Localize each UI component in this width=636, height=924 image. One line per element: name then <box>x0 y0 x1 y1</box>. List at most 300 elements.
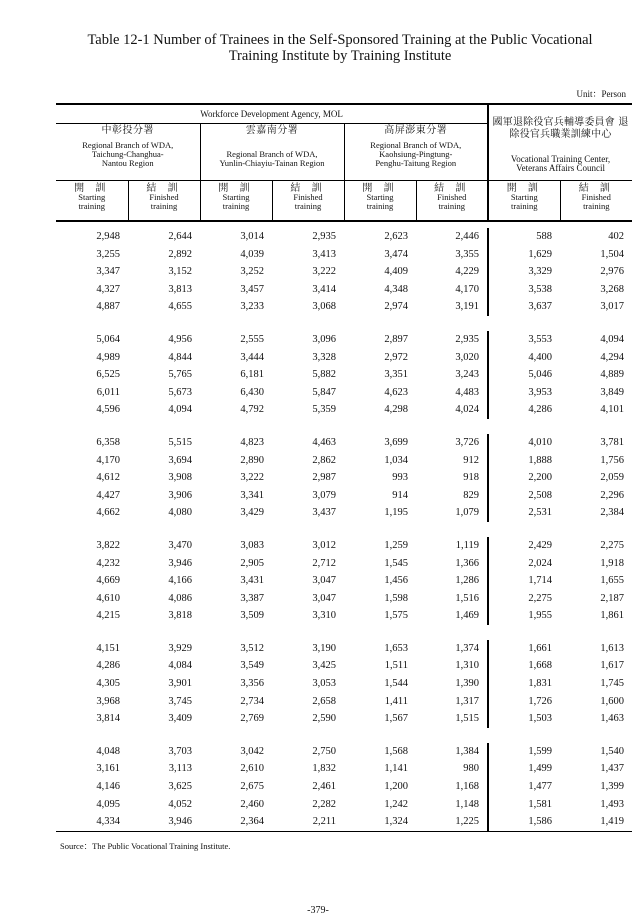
table-cell: 2,282 <box>312 798 336 810</box>
page-number: -379- <box>307 905 329 916</box>
table-row <box>56 710 632 728</box>
table-cell: 1,726 <box>488 693 560 711</box>
table-cell: 3,509 <box>240 610 264 622</box>
table-cell: 3,329 <box>488 263 560 281</box>
table-row <box>56 487 632 505</box>
table-cell: 3,637 <box>488 298 560 316</box>
table-cell: 5,847 <box>312 386 336 398</box>
table-cell: 4,024 <box>455 404 480 416</box>
column-starting: 開 訓 Starting training <box>344 181 416 222</box>
table-cell: 588 <box>488 228 560 246</box>
table-cell: 4,080 <box>168 507 192 519</box>
table-row <box>56 590 632 608</box>
table-cell: 1,477 <box>488 778 560 796</box>
table-cell: 1,399 <box>600 781 625 793</box>
region-zh: 雲嘉南分署 <box>245 125 299 136</box>
table-cell: 1,493 <box>600 798 625 810</box>
table-cell: 3,328 <box>312 351 336 363</box>
table-title <box>40 32 636 64</box>
table-cell: 2,905 <box>240 557 264 569</box>
table-cell: 4,215 <box>96 610 120 622</box>
table-row <box>56 743 632 761</box>
table-cell: 2,024 <box>488 555 560 573</box>
table-cell: 3,020 <box>455 351 480 363</box>
table-row <box>56 693 632 711</box>
region-zh: 高屏澎東分署 <box>384 125 448 136</box>
table-cell: 6,430 <box>240 386 264 398</box>
table-cell: 1,544 <box>384 678 408 690</box>
table-cell: 2,275 <box>488 590 560 608</box>
table-cell: 1,079 <box>455 507 480 519</box>
column-finished: 結 訓 Finished training <box>128 181 200 222</box>
table-cell: 1,653 <box>384 642 408 654</box>
table-cell: 2,862 <box>312 454 336 466</box>
table-cell: 1,242 <box>384 798 408 810</box>
table-cell: 3,703 <box>168 745 192 757</box>
table-cell: 4,427 <box>96 489 120 501</box>
table-cell: 4,463 <box>312 436 336 448</box>
region-en-line1: Regional Branch of WDA, <box>226 149 318 159</box>
region-en-line1: Vocational Training Center, <box>510 153 611 164</box>
table-cell: 3,347 <box>96 266 120 278</box>
table-cell: 2,623 <box>384 231 408 242</box>
table-cell: 3,351 <box>384 369 408 381</box>
group-gap <box>56 625 632 640</box>
table-cell: 4,101 <box>600 404 625 416</box>
table-cell: 3,190 <box>312 642 336 654</box>
column-finished: 結 訓 Finished training <box>416 181 488 222</box>
table-cell: 1,148 <box>455 798 480 810</box>
table-cell: 1,655 <box>600 575 625 587</box>
table-cell: 2,531 <box>488 504 560 522</box>
region-header-yunlin <box>200 124 344 181</box>
table-cell: 4,889 <box>600 369 625 381</box>
table-cell: 2,200 <box>488 469 560 487</box>
table-cell: 1,568 <box>384 745 408 757</box>
table-row <box>56 349 632 367</box>
table-cell: 2,211 <box>312 816 336 828</box>
region-header-kaohsiung <box>344 124 488 181</box>
table-cell: 2,897 <box>384 333 408 345</box>
table-cell: 3,553 <box>488 331 560 349</box>
table-cell: 3,341 <box>240 489 264 501</box>
table-cell: 3,152 <box>168 266 192 278</box>
region-en-line2: Veterans Affairs Council <box>516 162 605 173</box>
table-cell: 2,734 <box>240 695 264 707</box>
table-cell: 4,623 <box>384 386 408 398</box>
table-cell: 2,296 <box>600 489 625 501</box>
table-cell: 2,935 <box>455 333 480 345</box>
table-cell: 4,596 <box>96 404 120 416</box>
region-en-line1: Regional Branch of WDA, <box>82 140 174 150</box>
table-cell: 4,286 <box>96 660 120 672</box>
table-cell: 4,409 <box>384 266 408 278</box>
table-cell: 1,613 <box>600 642 625 654</box>
table-cell: 3,946 <box>168 816 192 828</box>
table-title-line2: Training Institute by Training Institute <box>228 48 452 64</box>
region-zh: 中彰投分署 <box>101 125 154 136</box>
table-cell: 6,358 <box>96 436 120 448</box>
source-note: Source：The Public Vocational Training Institute. <box>60 841 231 851</box>
table-cell: 4,232 <box>96 557 120 569</box>
table-cell: 2,555 <box>240 333 264 345</box>
table-cell: 1,437 <box>600 763 625 775</box>
table-cell: 4,048 <box>96 745 120 757</box>
table-cell: 1,586 <box>488 813 560 831</box>
table-cell: 3,409 <box>168 713 192 725</box>
table-cell: 3,191 <box>455 301 480 313</box>
table-cell: 4,305 <box>96 678 120 690</box>
table-cell: 1,499 <box>488 760 560 778</box>
table-cell: 3,414 <box>312 283 336 295</box>
table-cell: 3,906 <box>168 489 192 501</box>
region-en-line2: Yunlin-Chiayiu-Tainan Region <box>219 158 325 168</box>
table-cell: 1,419 <box>600 816 625 828</box>
table-cell: 3,901 <box>168 678 192 690</box>
table-cell: 4,095 <box>96 798 120 810</box>
table-cell: 4,989 <box>96 351 120 363</box>
table-cell: 2,987 <box>312 472 336 484</box>
table-cell: 3,053 <box>312 678 336 690</box>
region-en-line3: Penghu-Taitung Region <box>375 158 457 168</box>
table-cell: 5,515 <box>168 436 192 448</box>
table-cell: 1,390 <box>455 678 480 690</box>
region-en-line2: Kaohsiung-Pingtung- <box>379 149 453 159</box>
table-cell: 3,694 <box>168 454 192 466</box>
table-cell: 3,113 <box>168 763 192 775</box>
table-cell: 1,141 <box>384 763 408 775</box>
table-cell: 829 <box>463 489 480 501</box>
table-row <box>56 401 632 419</box>
table-row <box>56 607 632 625</box>
table-cell: 1,225 <box>455 816 480 828</box>
table-cell: 3,968 <box>96 695 120 707</box>
table-cell: 1,469 <box>455 610 480 622</box>
table-cell: 5,046 <box>488 366 560 384</box>
table-row <box>56 452 632 470</box>
table-cell: 3,268 <box>600 283 625 295</box>
table-cell: 3,222 <box>240 472 264 484</box>
table-cell: 3,047 <box>312 592 336 604</box>
table-cell: 3,908 <box>168 472 192 484</box>
table-row <box>56 572 632 590</box>
table-cell: 2,429 <box>488 537 560 555</box>
table-cell: 2,610 <box>240 763 264 775</box>
table-cell: 3,356 <box>240 678 264 690</box>
group-gap <box>56 522 632 537</box>
group-gap <box>56 316 632 331</box>
table-cell: 3,096 <box>312 333 336 345</box>
table-cell: 4,166 <box>168 575 192 587</box>
table-cell: 3,047 <box>312 575 336 587</box>
table-cell: 3,255 <box>96 248 120 260</box>
table-cell: 4,956 <box>168 333 192 345</box>
table-cell: 6,525 <box>96 369 120 381</box>
table-cell: 3,549 <box>240 660 264 672</box>
table-cell: 2,059 <box>600 472 625 484</box>
table-cell: 3,699 <box>384 436 408 448</box>
column-finished: 結 訓 Finished training <box>272 181 344 222</box>
table-cell: 1,567 <box>384 713 408 725</box>
table-cell: 4,294 <box>600 351 625 363</box>
table-cell: 1,259 <box>384 539 408 551</box>
table-cell: 3,457 <box>240 283 264 295</box>
table-cell: 2,460 <box>240 798 264 810</box>
table-cell: 3,437 <box>312 507 336 519</box>
table-cell: 2,890 <box>240 454 264 466</box>
table-cell: 3,243 <box>455 369 480 381</box>
table-cell: 4,086 <box>168 592 192 604</box>
table-row <box>56 434 632 452</box>
table-cell: 3,444 <box>240 351 264 363</box>
table-cell: 1,516 <box>455 592 480 604</box>
table-cell: 1,317 <box>455 695 480 707</box>
table-cell: 3,042 <box>240 745 264 757</box>
table-cell: 1,200 <box>384 781 408 793</box>
table-cell: 3,818 <box>168 610 192 622</box>
table-cell: 4,612 <box>96 472 120 484</box>
table-cell: 2,590 <box>312 713 336 725</box>
table-row <box>56 331 632 349</box>
table-row <box>56 796 632 814</box>
table-cell: 3,252 <box>240 266 264 278</box>
table-cell: 2,972 <box>384 351 408 363</box>
table-row <box>56 760 632 778</box>
table-cell: 4,084 <box>168 660 192 672</box>
table-cell: 2,935 <box>312 231 336 242</box>
table-cell: 6,011 <box>96 386 120 398</box>
table-cell: 2,675 <box>240 781 264 793</box>
table-cell: 3,781 <box>600 436 625 448</box>
table-cell: 2,384 <box>600 507 625 519</box>
table-cell: 918 <box>463 472 480 484</box>
table-cell: 3,946 <box>168 557 192 569</box>
table-cell: 2,769 <box>240 713 264 725</box>
table-cell: 3,929 <box>168 642 192 654</box>
table-row <box>56 555 632 573</box>
table-cell: 3,425 <box>312 660 336 672</box>
table-cell: 1,888 <box>488 452 560 470</box>
table-cell: 4,887 <box>96 301 120 313</box>
table-cell: 2,364 <box>240 816 264 828</box>
table-cell: 1,668 <box>488 657 560 675</box>
table-cell: 1,661 <box>488 640 560 658</box>
table-cell: 3,012 <box>312 539 336 551</box>
table-cell: 4,400 <box>488 349 560 367</box>
table-cell: 3,355 <box>455 248 480 260</box>
table-row <box>56 384 632 402</box>
table-cell: 1,581 <box>488 796 560 814</box>
table-cell: 3,538 <box>488 281 560 299</box>
column-starting: 開 訓 Starting training <box>56 181 128 222</box>
table-cell: 2,508 <box>488 487 560 505</box>
table-cell: 3,745 <box>168 695 192 707</box>
table-cell: 3,387 <box>240 592 264 604</box>
region-en-line1: Regional Branch of WDA, <box>370 140 462 150</box>
table-cell: 1,598 <box>384 592 408 604</box>
column-starting: 開 訓 Starting training <box>488 181 560 222</box>
table-cell: 1,918 <box>600 557 625 569</box>
trainees-table <box>56 103 632 832</box>
table-cell: 4,039 <box>240 248 264 260</box>
table-body <box>56 221 632 832</box>
table-cell: 2,974 <box>384 301 408 313</box>
table-cell: 1,411 <box>384 695 408 707</box>
table-cell: 1,745 <box>600 678 625 690</box>
table-cell: 5,359 <box>312 404 336 416</box>
table-cell: 3,470 <box>168 539 192 551</box>
table-cell: 1,119 <box>455 539 480 551</box>
table-cell: 2,712 <box>312 557 336 569</box>
table-cell: 3,083 <box>240 539 264 551</box>
table-cell: 4,170 <box>455 283 480 295</box>
table-cell: 1,374 <box>455 642 480 654</box>
table-cell: 3,726 <box>455 436 480 448</box>
table-cell: 4,327 <box>96 283 120 295</box>
table-cell: 1,832 <box>312 763 336 775</box>
table-cell: 3,512 <box>240 642 264 654</box>
table-cell: 4,094 <box>600 333 625 345</box>
table-cell: 3,822 <box>96 539 120 551</box>
table-row <box>56 778 632 796</box>
table-cell: 1,714 <box>488 572 560 590</box>
table-cell: 4,483 <box>455 386 480 398</box>
table-cell: 1,545 <box>384 557 408 569</box>
table-cell: 2,892 <box>168 248 192 260</box>
table-cell: 4,610 <box>96 592 120 604</box>
table-cell: 1,324 <box>384 816 408 828</box>
table-cell: 4,348 <box>384 283 408 295</box>
table-cell: 980 <box>463 763 480 775</box>
table-cell: 1,861 <box>600 610 625 622</box>
table-row <box>56 246 632 264</box>
table-cell: 4,792 <box>240 404 264 416</box>
agency-header: Workforce Development Agency, MOL <box>56 104 488 124</box>
table-cell: 1,366 <box>455 557 480 569</box>
table-cell: 2,644 <box>168 231 192 242</box>
table-cell: 3,017 <box>600 301 625 313</box>
table-cell: 1,617 <box>600 660 625 672</box>
table-cell: 1,955 <box>488 607 560 625</box>
table-cell: 4,229 <box>455 266 480 278</box>
table-cell: 3,953 <box>488 384 560 402</box>
table-cell: 4,286 <box>488 401 560 419</box>
table-row <box>56 537 632 555</box>
table-cell: 3,431 <box>240 575 264 587</box>
table-row <box>56 228 632 246</box>
table-cell: 3,161 <box>96 763 120 775</box>
table-cell: 4,151 <box>96 642 120 654</box>
region-zh: 國軍退除役官兵輔導委員會 退除役官兵職業訓練中心 <box>492 116 629 140</box>
table-cell: 1,575 <box>384 610 408 622</box>
table-cell: 5,064 <box>96 333 120 345</box>
table-cell: 5,882 <box>312 369 336 381</box>
table-cell: 1,195 <box>384 507 408 519</box>
table-cell: 1,599 <box>488 743 560 761</box>
table-cell: 1,034 <box>384 454 408 466</box>
table-row <box>56 469 632 487</box>
region-header-taichung <box>56 124 200 181</box>
table-cell: 2,446 <box>455 231 480 242</box>
table-row <box>56 657 632 675</box>
table-cell: 4,662 <box>96 507 120 519</box>
table-cell: 4,669 <box>96 575 120 587</box>
table-cell: 4,010 <box>488 434 560 452</box>
table-cell: 3,429 <box>240 507 264 519</box>
table-cell: 3,014 <box>240 231 264 242</box>
table-cell: 5,765 <box>168 369 192 381</box>
table-cell: 2,461 <box>312 781 336 793</box>
table-cell: 3,310 <box>312 610 336 622</box>
table-row <box>56 281 632 299</box>
table-cell: 993 <box>392 472 408 484</box>
table-cell: 1,286 <box>455 575 480 587</box>
table-cell: 2,750 <box>312 745 336 757</box>
table-cell: 3,814 <box>96 713 120 725</box>
table-cell: 1,463 <box>600 713 625 725</box>
table-cell: 912 <box>463 454 480 466</box>
table-cell: 3,079 <box>312 489 336 501</box>
veterans-header <box>488 104 632 181</box>
table-cell: 6,181 <box>240 369 264 381</box>
table-cell: 5,673 <box>168 386 192 398</box>
group-gap <box>56 419 632 434</box>
table-row <box>56 298 632 316</box>
table-cell: 914 <box>392 489 408 501</box>
table-title-line1: Table 12-1 Number of Trainees in the Self-Sponsored Training at the Public Vocational <box>87 32 593 48</box>
table-cell: 1,511 <box>384 660 408 672</box>
group-gap <box>56 728 632 743</box>
table-row <box>56 263 632 281</box>
table-cell: 1,456 <box>384 575 408 587</box>
table-cell: 4,655 <box>168 301 192 313</box>
table-cell: 4,146 <box>96 781 120 793</box>
table-cell: 1,540 <box>600 745 625 757</box>
table-cell: 4,334 <box>96 816 120 828</box>
table-cell: 1,504 <box>600 248 625 260</box>
table-cell: 2,658 <box>312 695 336 707</box>
table-row <box>56 813 632 831</box>
table-row <box>56 504 632 522</box>
table-cell: 4,052 <box>168 798 192 810</box>
table-cell: 1,756 <box>600 454 625 466</box>
table-cell: 1,168 <box>455 781 480 793</box>
table-cell: 1,600 <box>600 695 625 707</box>
table-cell: 3,222 <box>312 266 336 278</box>
table-row <box>56 640 632 658</box>
table-row <box>56 675 632 693</box>
table-cell: 4,170 <box>96 454 120 466</box>
column-finished: 結 訓 Finished training <box>560 181 632 222</box>
table-cell: 4,844 <box>168 351 192 363</box>
unit-label: Unit：Person <box>576 89 626 99</box>
table-cell: 3,625 <box>168 781 192 793</box>
table-cell: 2,275 <box>600 539 625 551</box>
table-cell: 3,233 <box>240 301 264 313</box>
table-cell: 3,413 <box>312 248 336 260</box>
table-cell: 1,384 <box>455 745 480 757</box>
table-cell: 1,503 <box>488 710 560 728</box>
table-cell: 1,629 <box>488 246 560 264</box>
table-cell: 4,823 <box>240 436 264 448</box>
table-cell: 1,310 <box>455 660 480 672</box>
table-row <box>56 366 632 384</box>
table-cell: 3,068 <box>312 301 336 313</box>
table-cell: 3,849 <box>600 386 625 398</box>
table-cell: 3,474 <box>384 248 408 260</box>
table-cell: 4,298 <box>384 404 408 416</box>
table-cell: 402 <box>608 231 625 242</box>
